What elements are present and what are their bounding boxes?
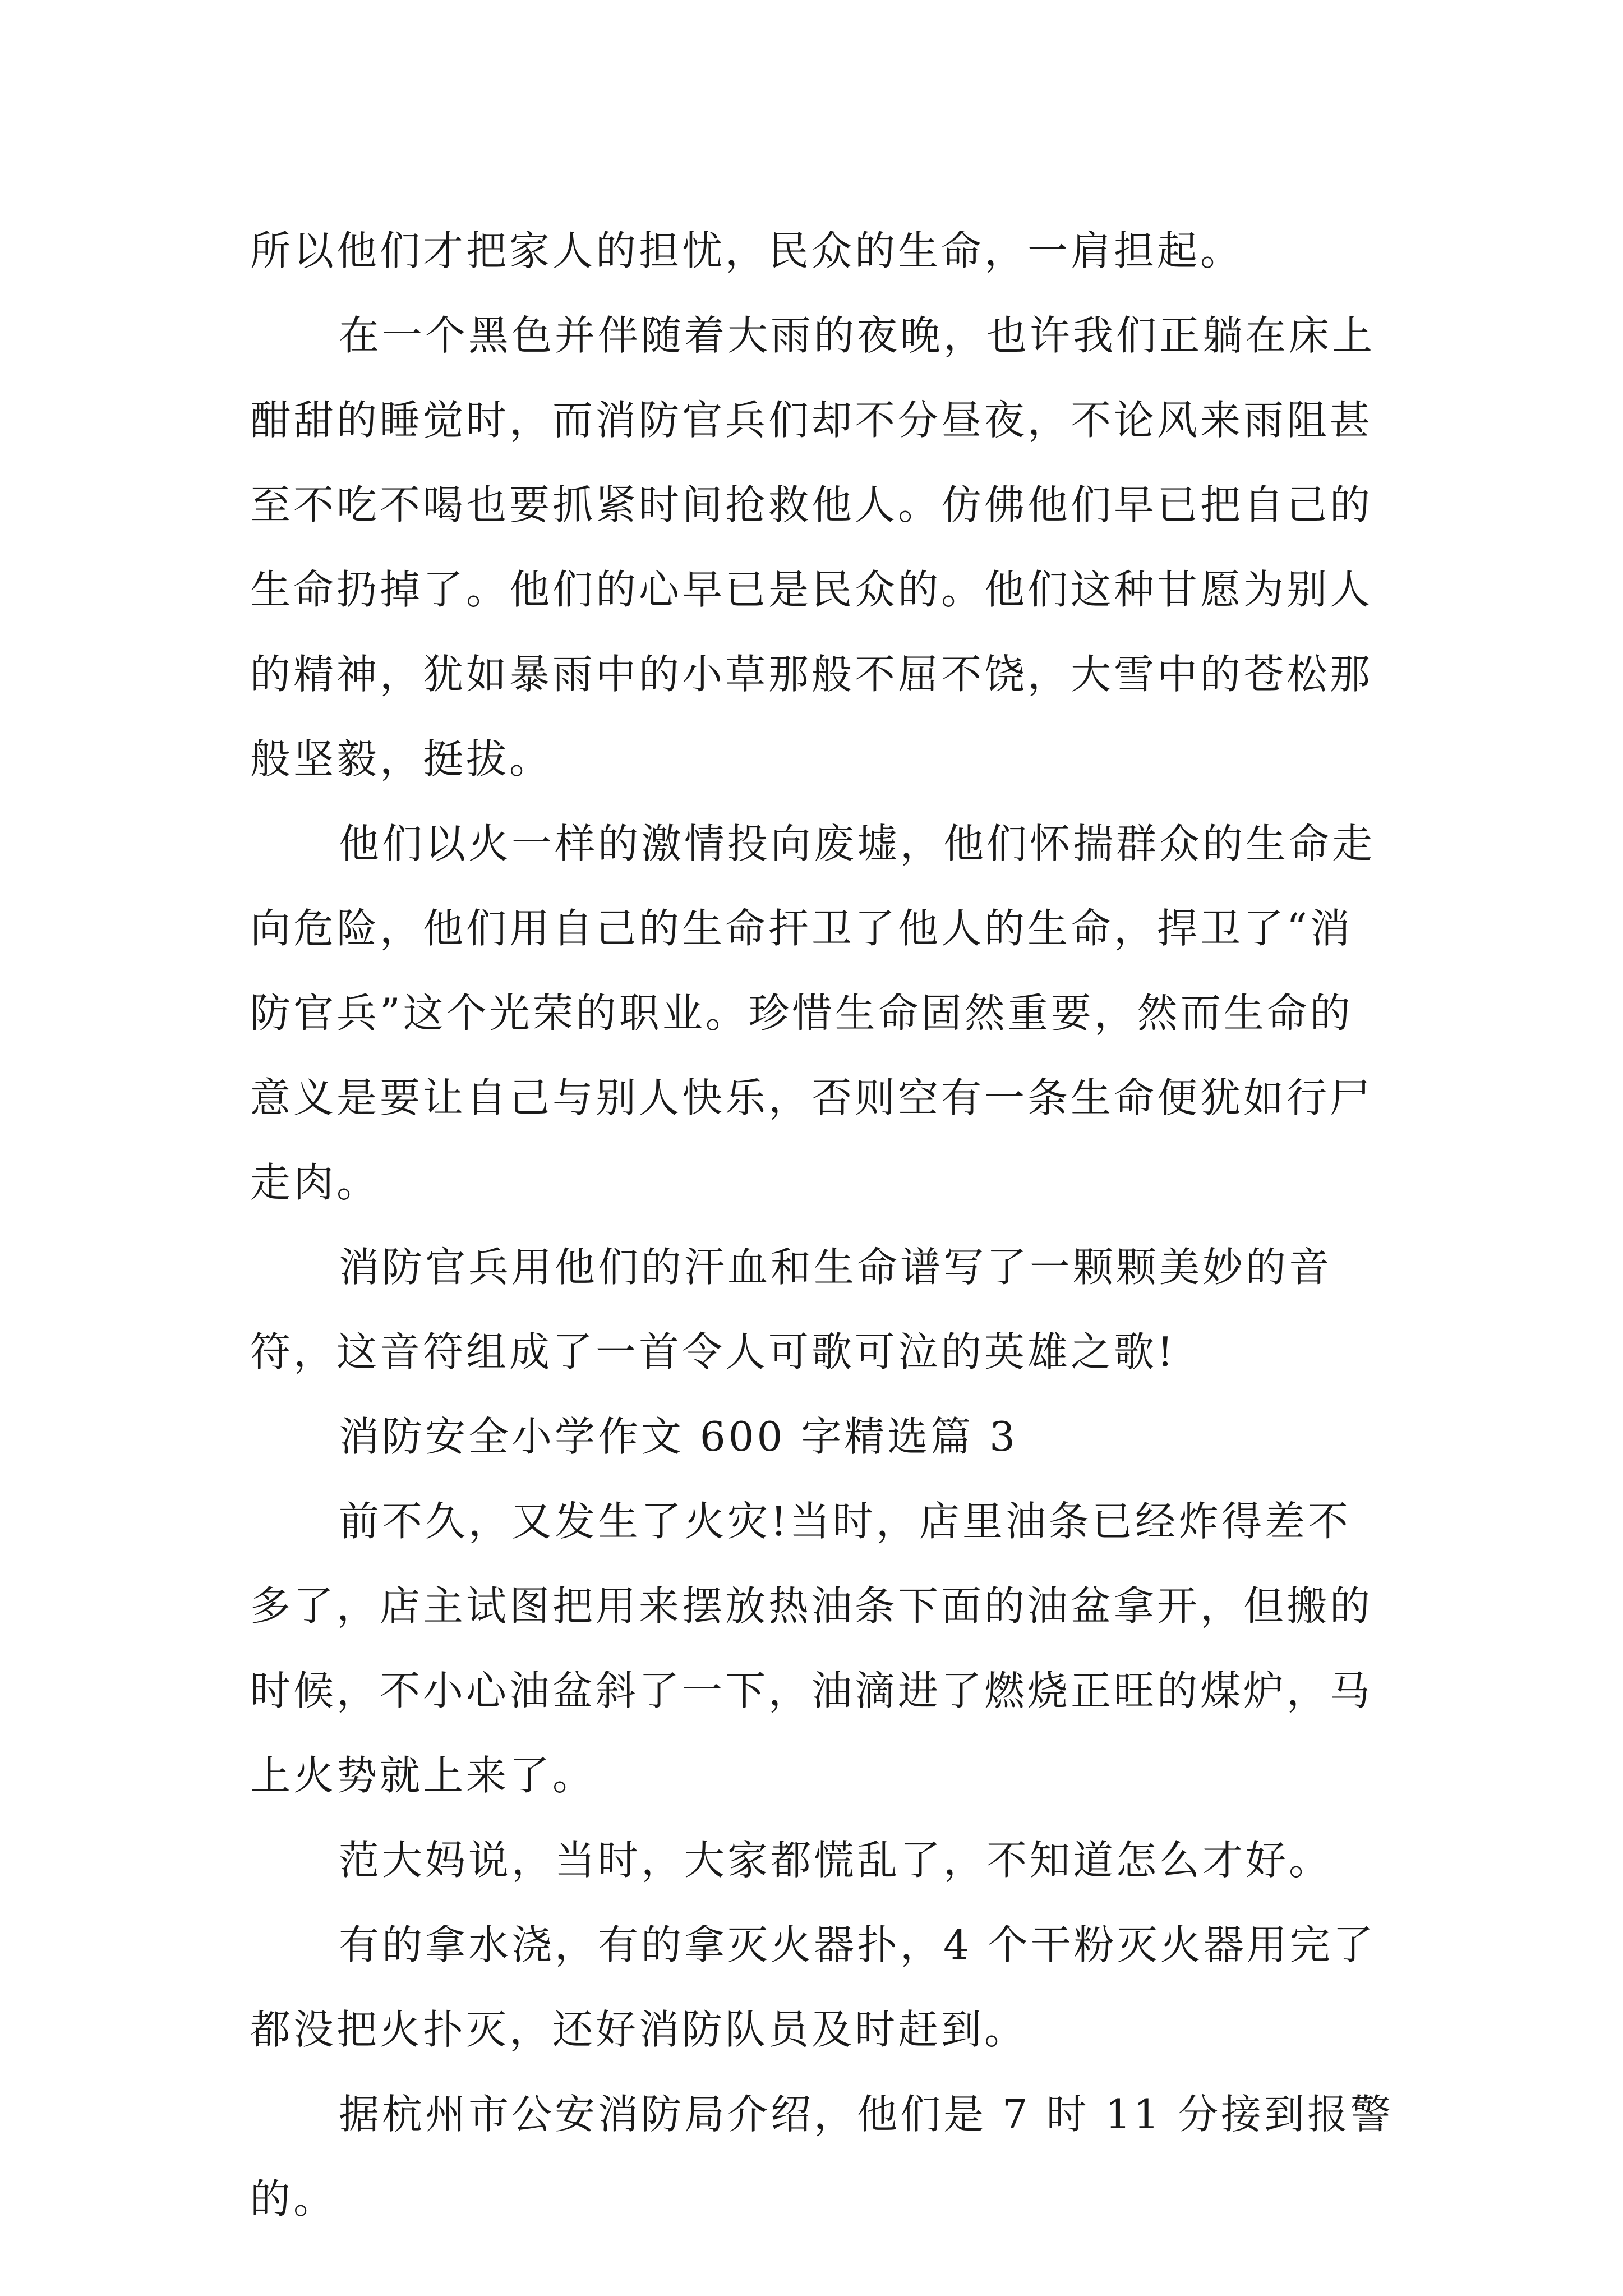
text-line: 消防官兵用他们的汗血和生命谱写了一颗颗美妙的音 bbox=[339, 1244, 1332, 1291]
text-line: 多了，店主试图把用来摆放热油条下面的油盆拿开，但搬的 bbox=[250, 1582, 1373, 1630]
text-line: 走肉。 bbox=[250, 1159, 380, 1206]
text-line: 上火势就上来了。 bbox=[250, 1752, 596, 1799]
text-line: 至不吃不喝也要抓紧时间抢救他人。仿佛他们早已把自己的 bbox=[250, 481, 1373, 528]
text-line: 他们以火一样的激情投向废墟，他们怀揣群众的生命走 bbox=[339, 820, 1376, 867]
text-line: 有的拿水浇，有的拿灭火器扑，4 个干粉灭火器用完了 bbox=[339, 1921, 1376, 1968]
text-line: 时候，不小心油盆斜了一下，油滴进了燃烧正旺的煤炉，马 bbox=[250, 1667, 1373, 1714]
text-line: 的。 bbox=[250, 2175, 337, 2223]
text-line: 生命扔掉了。他们的心早已是民众的。他们这种甘愿为别人 bbox=[250, 566, 1373, 613]
text-line: 在一个黑色并伴随着大雨的夜晚，也许我们正躺在床上 bbox=[339, 312, 1376, 359]
text-line: 范大妈说，当时，大家都慌乱了，不知道怎么才好。 bbox=[339, 1837, 1332, 1884]
section-heading: 消防安全小学作文 600 字精选篇 3 bbox=[339, 1413, 1018, 1460]
text-line: 据杭州市公安消防局介绍，他们是 7 时 11 分接到报警 bbox=[339, 2091, 1394, 2138]
text-line: 防官兵”这个光荣的职业。珍惜生命固然重要，然而生命的 bbox=[250, 990, 1353, 1037]
text-line: 都没把火扑灭，还好消防队员及时赶到。 bbox=[250, 2006, 1028, 2053]
text-line: 前不久，又发生了火灾!当时，店里油条已经炸得差不 bbox=[339, 1498, 1351, 1545]
text-line: 酣甜的睡觉时，而消防官兵们却不分昼夜，不论风来雨阻甚 bbox=[250, 397, 1373, 444]
text-line: 向危险，他们用自己的生命扞卫了他人的生命，捍卫了“消 bbox=[250, 905, 1353, 952]
text-line: 符，这音符组成了一首令人可歌可泣的英雄之歌! bbox=[250, 1328, 1176, 1375]
text-line: 般坚毅，挺拔。 bbox=[250, 735, 553, 783]
text-line: 所以他们才把家人的担忧，民众的生命，一肩担起。 bbox=[250, 227, 1244, 274]
text-line: 的精神，犹如暴雨中的小草那般不屈不饶，大雪中的苍松那 bbox=[250, 651, 1373, 698]
text-line: 意义是要让自己与别人快乐，否则空有一条生命便犹如行尸 bbox=[250, 1074, 1373, 1121]
document-body bbox=[250, 209, 1394, 2242]
